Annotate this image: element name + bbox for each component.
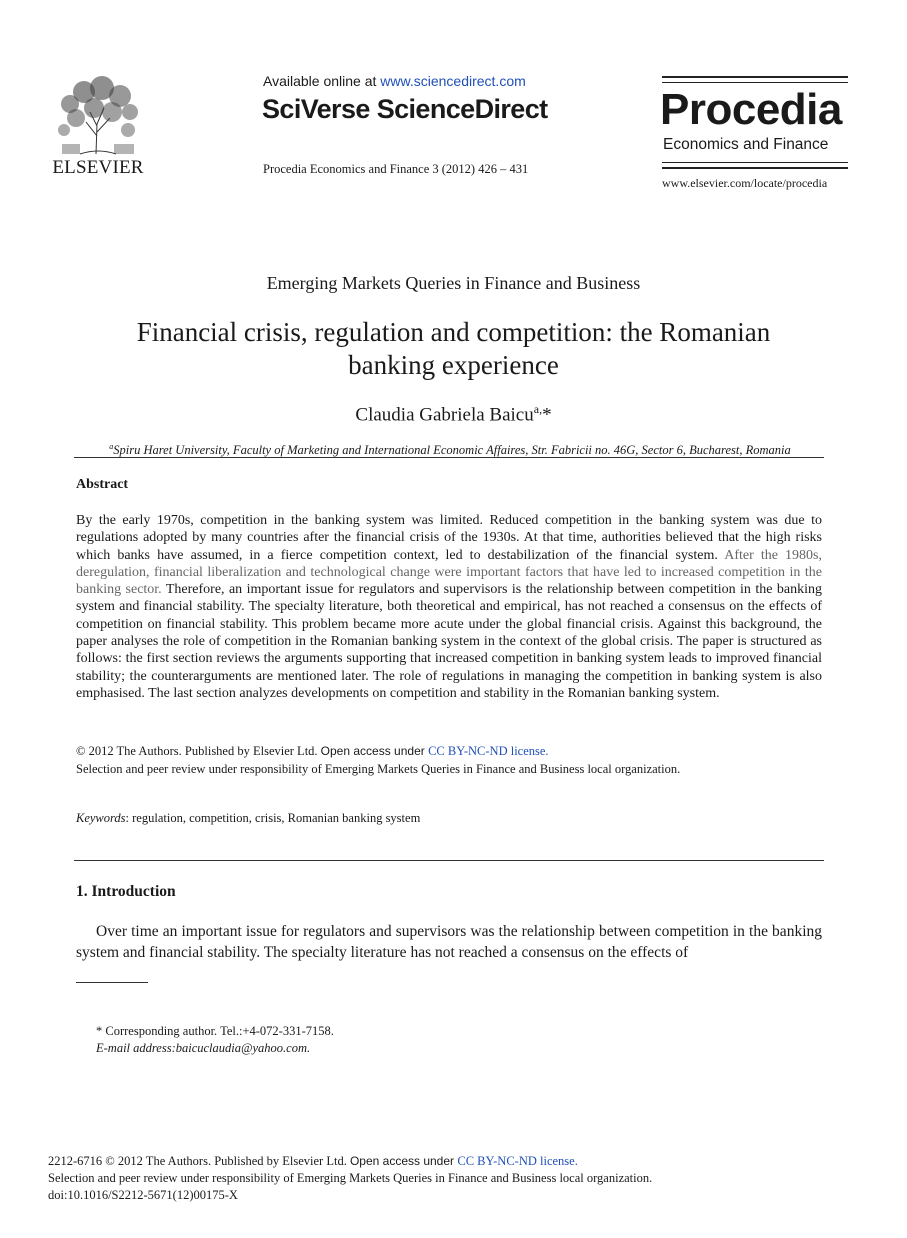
footer-doi[interactable]: doi:10.1016/S2212-5671(12)00175-X xyxy=(48,1188,238,1202)
footnote-rule xyxy=(76,982,148,983)
introduction-heading: 1. Introduction xyxy=(76,883,176,900)
author-name: Claudia Gabriela Baicu xyxy=(355,404,534,426)
copyright-text: © 2012 The Authors. Published by Elsevier Ltd. xyxy=(76,744,321,758)
elsevier-wordmark: ELSEVIER xyxy=(52,157,144,178)
paper-title-line-1: Financial crisis, regulation and competition: the Romanian xyxy=(136,317,771,347)
section-divider xyxy=(74,860,824,861)
available-online xyxy=(263,73,526,89)
journal-url[interactable]: www.elsevier.com/locate/procedia xyxy=(662,176,828,190)
email-footnote: E-mail address:baicuclaudia@yahoo.com. xyxy=(96,1041,311,1055)
author-corresponding-mark: * xyxy=(542,404,552,426)
copyright-line xyxy=(76,744,549,759)
conference-name: Emerging Markets Queries in Finance and Business xyxy=(266,273,641,293)
footer-license-link[interactable]: CC BY-NC-ND license. xyxy=(457,1154,578,1168)
abstract-body xyxy=(76,512,822,702)
abstract-heading: Abstract xyxy=(76,477,129,492)
paper-title-line-2: banking experience xyxy=(348,350,559,380)
abstract-part-1: By the early 1970s, competition in the banking system was limited. Reduced competition in the banking system was due to regulations adopted by many countries after the financial crisis of the 1930s. At that time, authorities believed that the high risks which banks have assumed, in a fierce competition context, led to destabilization of the financial system. xyxy=(76,513,822,563)
affiliation xyxy=(76,442,824,458)
affiliation-text: Spiru Haret University, Faculty of Marketing and International Economic Affaires, Str. Fabricii no. 46G, Sector 6, Bucharest, Romania xyxy=(113,443,791,458)
sciverse-wordmark: SciVerse ScienceDirect xyxy=(262,94,548,124)
introduction-body: Over time an important issue for regulators and supervisors was the relationship between competition in the banking system and financial stability. The specialty literature has not reached a consensus on the effects of xyxy=(76,923,822,961)
author-line xyxy=(0,402,907,426)
affiliation-mark: a xyxy=(109,442,114,451)
open-access-text: Open access under xyxy=(320,744,429,758)
peer-review-note: Selection and peer review under responsibility of Emerging Markets Queries in Finance and Business local organization. xyxy=(76,762,681,776)
license-link[interactable]: CC BY-NC-ND license. xyxy=(428,744,549,758)
abstract-part-2-highlight: After the 1980s, deregulation, financial liberalization and technological change were important factors that have led to increased competition in the banking sector. xyxy=(76,547,822,598)
footer-peer-review: Selection and peer review under responsibility of Emerging Markets Queries in Finance and Business local organization. xyxy=(48,1171,653,1185)
abstract-part-3: Therefore, an important issue for regulators and supervisors is the relationship between competition in the banking system and financial stability. The specialty literature, both theoretical and empirical, has not reached a consensus on the effects of competition on financial stability. This problem became more acute under the global financial crisis. Against this background, the paper analyses the role of competition in the Romanian banking system in the context of the global crisis. The paper is structured as follows: the first section reviews the arguments supporting that increased competition in banking system leads to improved financial stability; the counterarguments are mentioned later. The role of regulations in managing the competition in banking system is also emphasised. The last section analyzes developments on competition and stability in the Romanian banking system. xyxy=(76,582,822,701)
paper-title xyxy=(80,316,827,382)
keywords-label: Keywords xyxy=(76,811,126,825)
footer-open-access-text: Open access under xyxy=(349,1154,458,1168)
affiliation-divider xyxy=(74,457,824,458)
journal-reference: Procedia Economics and Finance 3 (2012) 426 – 431 xyxy=(263,162,529,176)
footer-issn xyxy=(48,1154,578,1169)
procedia-bottom-rule xyxy=(662,162,848,169)
procedia-subtitle: Economics and Finance xyxy=(663,136,829,153)
corresponding-author-footnote: * Corresponding author. Tel.:+4-072-331-7158. xyxy=(96,1024,334,1038)
keywords-text: : regulation, competition, crisis, Romanian banking system xyxy=(125,811,421,825)
sciencedirect-link[interactable]: www.sciencedirect.com xyxy=(380,73,526,89)
keywords xyxy=(76,811,420,826)
procedia-wordmark: Procedia xyxy=(660,85,842,134)
footer-issn-text: 2212-6716 © 2012 The Authors. Published by Elsevier Ltd. xyxy=(48,1154,350,1168)
author-affiliation-mark: a, xyxy=(533,402,543,416)
available-prefix: Available online at xyxy=(263,73,381,89)
